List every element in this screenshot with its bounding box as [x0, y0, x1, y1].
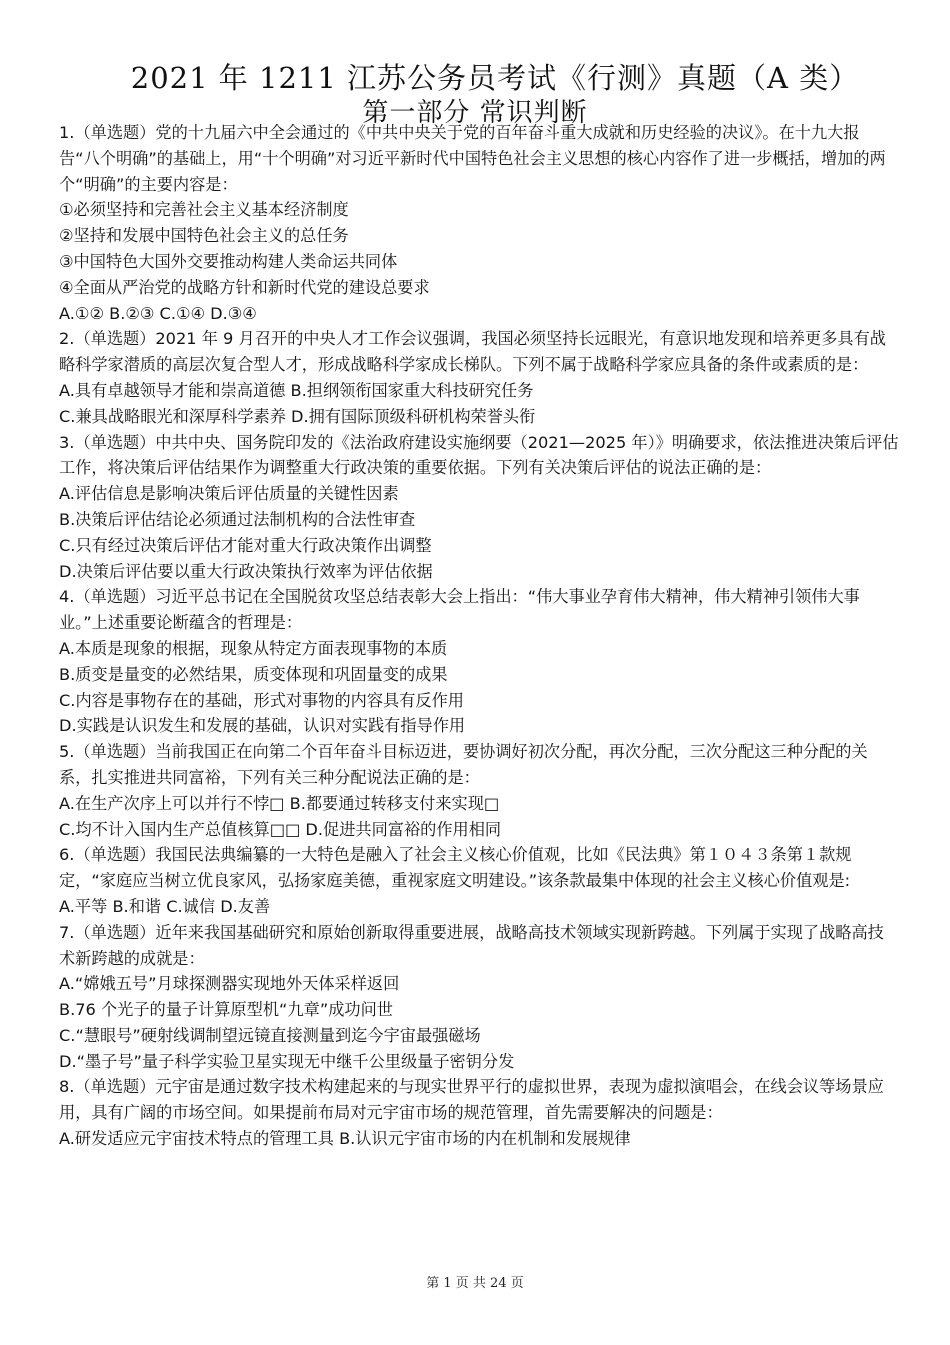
answer-option: B.76 个光子的量子计算原型机“九章”成功问世	[59, 1000, 393, 1020]
question-stem: 7.（单选题）近年来我国基础研究和原始创新取得重要进展，战略高技术领域实现新跨越。下列属于实现了战略高技术新跨越的成就是：	[59, 922, 884, 968]
question-stem: 3.（单选题）中共中央、国务院印发的《法治政府建设实施纲要（2021—2025 年）》明确要求，依法推进决策后评估工作，将决策后评估结果作为调整重大行政决策的重要依据。下列有关决策后评估的说法正确的是：	[59, 432, 899, 478]
answer-options: A.在生产次序上可以并行不悖□ B.都要通过转移支付来实现□	[59, 793, 500, 813]
answer-option: C.“慧眼号”硬射线调制望远镜直接测量到迄今宇宙最强磁场	[59, 1025, 481, 1045]
answer-option: B.质变是量变的必然结果，质变体现和巩固量变的成果	[59, 664, 448, 684]
question-stem: 5.（单选题）当前我国正在向第二个百年奋斗目标迈进，要协调好初次分配，再次分配，三次分配这三种分配的关系，扎实推进共同富裕，下列有关三种分配说法正确的是：	[59, 742, 868, 787]
answer-option: A.“嫦娥五号”月球探测器实现地外天体采样返回	[59, 974, 400, 994]
answer-option: D.实践是认识发生和发展的基础，认识对实践有指导作用	[59, 716, 466, 736]
question-stem: 8.（单选题）元宇宙是通过数字技术构建起来的与现实世界平行的虚拟世界，表现为虚拟演唱会，在线会议等场景应用，具有广阔的市场空间。如果提前布局对元宇宙市场的规范管理，首先需要解决的问题是：	[59, 1077, 884, 1123]
answer-option: C.只有经过决策后评估才能对重大行政决策作出调整	[59, 535, 432, 555]
question-1	[59, 120, 899, 326]
statement-item: ①必须坚持和完善社会主义基本经济制度	[59, 200, 349, 220]
question-8	[59, 1074, 899, 1151]
question-stem: 1.（单选题）党的十九届六中全会通过的《中共中央关于党的百年奋斗重大成就和历史经验的决议》。在十九大报告“八个明确”的基础上，用“十个明确”对习近平新时代中国特色社会主义思想的核心内容作了进一步概括，增加的两个“明确”的主要内容是：	[59, 123, 886, 194]
answer-option: C.内容是事物存在的基础，形式对事物的内容具有反作用	[59, 690, 464, 710]
statement-item: ②坚持和发展中国特色社会主义的总任务	[59, 226, 349, 246]
question-5	[59, 739, 899, 842]
answer-options: A.①② B.②③ C.①④ D.③④	[59, 303, 257, 323]
question-stem: 4.（单选题）习近平总书记在全国脱贫攻坚总结表彰大会上指出：“伟大事业孕育伟大精神，伟大精神引领伟大事业。”上述重要论断蕴含的哲理是：	[59, 587, 860, 633]
answer-option: B.决策后评估结论必须通过法制机构的合法性审查	[59, 509, 416, 529]
answer-option: A.本质是现象的根据，现象从特定方面表现事物的本质	[59, 638, 448, 658]
question-list	[59, 120, 899, 1152]
answer-options: A.研发适应元宇宙技术特点的管理工具 B.认识元宇宙市场的内在机制和发展规律	[59, 1129, 631, 1149]
answer-option: D.“墨子号”量子科学实验卫星实现无中继千公里级量子密钥分发	[59, 1051, 515, 1071]
answer-option: D.决策后评估要以重大行政决策执行效率为评估依据	[59, 561, 433, 581]
answer-options: C.兼具战略眼光和深厚科学素养 D.拥有国际顶级科研机构荣誉头衔	[59, 406, 536, 426]
document-title: 2021 年 1211 江苏公务员考试《行测》真题（A 类）	[130, 61, 860, 95]
answer-options: C.均不计入国内生产总值核算□□ D.促进共同富裕的作用相同	[59, 819, 502, 839]
question-stem: 6.（单选题）我国民法典编纂的一大特色是融入了社会主义核心价值观，比如《民法典》第１０４３条第１款规定，“家庭应当树立优良家风，弘扬家庭美德，重视家庭文明建设。”该条款最集中体现的社会主义核心价值观是:	[59, 845, 852, 891]
statement-item: ③中国特色大国外交要推动构建人类命运共同体	[59, 251, 398, 271]
question-7	[59, 920, 899, 1075]
question-2	[59, 326, 899, 429]
answer-options: A.具有卓越领导才能和崇高道德 B.担纲领衔国家重大科技研究任务	[59, 380, 534, 400]
statement-item: ④全面从严治党的战略方针和新时代党的建设总要求	[59, 277, 430, 297]
question-stem: 2.（单选题）2021 年 9 月召开的中央人才工作会议强调，我国必须坚持长远眼光，有意识地发现和培养更多具有战略科学家潜质的高层次复合型人才，形成战略科学家成长梯队。下列不属于战略科学家应具备的条件或素质的是：	[59, 329, 886, 375]
question-4	[59, 584, 899, 739]
answer-options: A.平等 B.和谐 C.诚信 D.友善	[59, 896, 271, 916]
page-number: 第 1 页 共 24 页	[426, 1276, 524, 1291]
section-heading: 第一部分 常识判断	[362, 98, 588, 128]
question-6	[59, 842, 899, 919]
answer-option: A.评估信息是影响决策后评估质量的关键性因素	[59, 484, 399, 504]
question-3	[59, 430, 899, 585]
